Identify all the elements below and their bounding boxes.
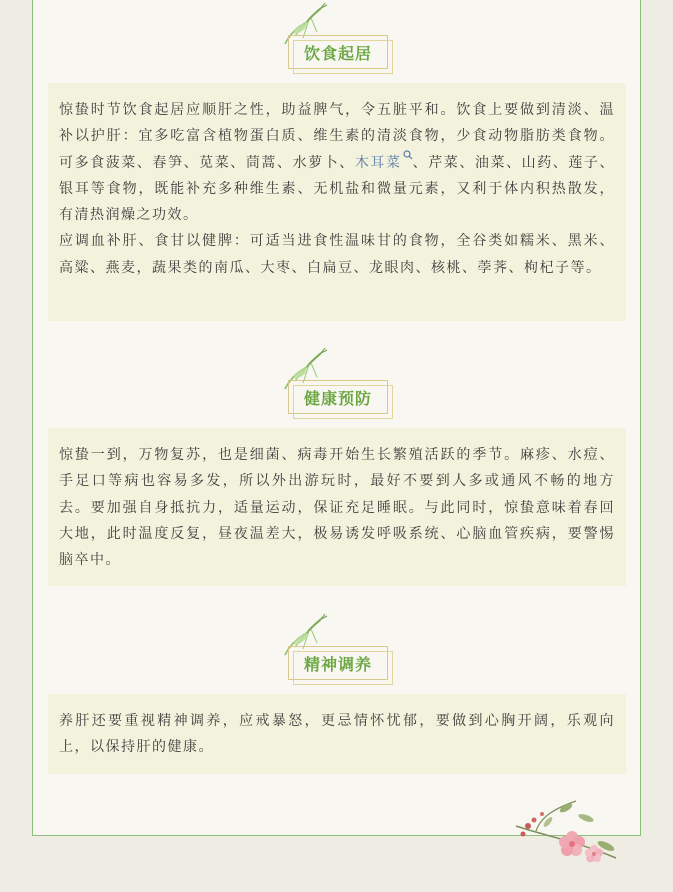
section-title-mental: 精神调养 [288,646,388,680]
section-header-mental [33,611,640,674]
flower-decoration [506,796,631,866]
content-panel-diet [48,83,626,321]
search-icon[interactable] [403,150,413,160]
section-title-prevention: 健康预防 [288,380,388,414]
paragraph-prevention-1: 惊蛰一到，万物复苏，也是细菌、病毒开始生长繁殖活跃的季节。麻疹、水痘、手足口等病也容易多发，所以外出游玩时，最好不要到人多或通风不畅的地方去。要加强自身抵抗力，适量运动，保证充足睡眠。与此同时，惊蛰意味着春回大地，此时温度反复，昼夜温差大，极易诱发呼吸系统、心脑血管疾病，要警惕脑卒中。 [59,447,615,569]
content-panel-prevention [48,428,626,586]
paragraph-diet-2: 应调血补肝、食甘以健脾：可适当进食性温味甘的食物，全谷类如糯米、黑米、高粱、燕麦，蔬果类的南瓜、大枣、白扁豆、龙眼肉、核桃、荸荠、枸杞子等。 [59,233,615,276]
section-header-diet [33,0,640,63]
paragraph-diet-1: 惊蛰时节饮食起居应顺肝之性，助益脾气，令五脏平和。饮食上要做到清淡、温补以护肝：宜多吃富含植物蛋白质、维生素的清淡食物，少食动物脂肪类食物。可多食菠菜、春笋、苋菜、茼蒿、水萝卜、木耳菜 、芹菜、油菜、山药、莲子、银耳等食物，既能补充多种维生素、无机盐和微量元素，又利于体内积热散发，有清热润燥之功效。 [59,102,616,224]
paragraph-mental-1: 养肝还要重视精神调养，应戒暴怒，更忌情怀忧郁，要做到心胸开阔，乐观向上，以保持肝的健康。 [59,713,615,756]
link-muercai[interactable]: 木耳菜 [355,155,413,171]
article-card [32,0,641,836]
content-panel-mental [48,694,626,774]
section-header-prevention [33,345,640,408]
section-title-diet: 饮食起居 [288,35,388,69]
